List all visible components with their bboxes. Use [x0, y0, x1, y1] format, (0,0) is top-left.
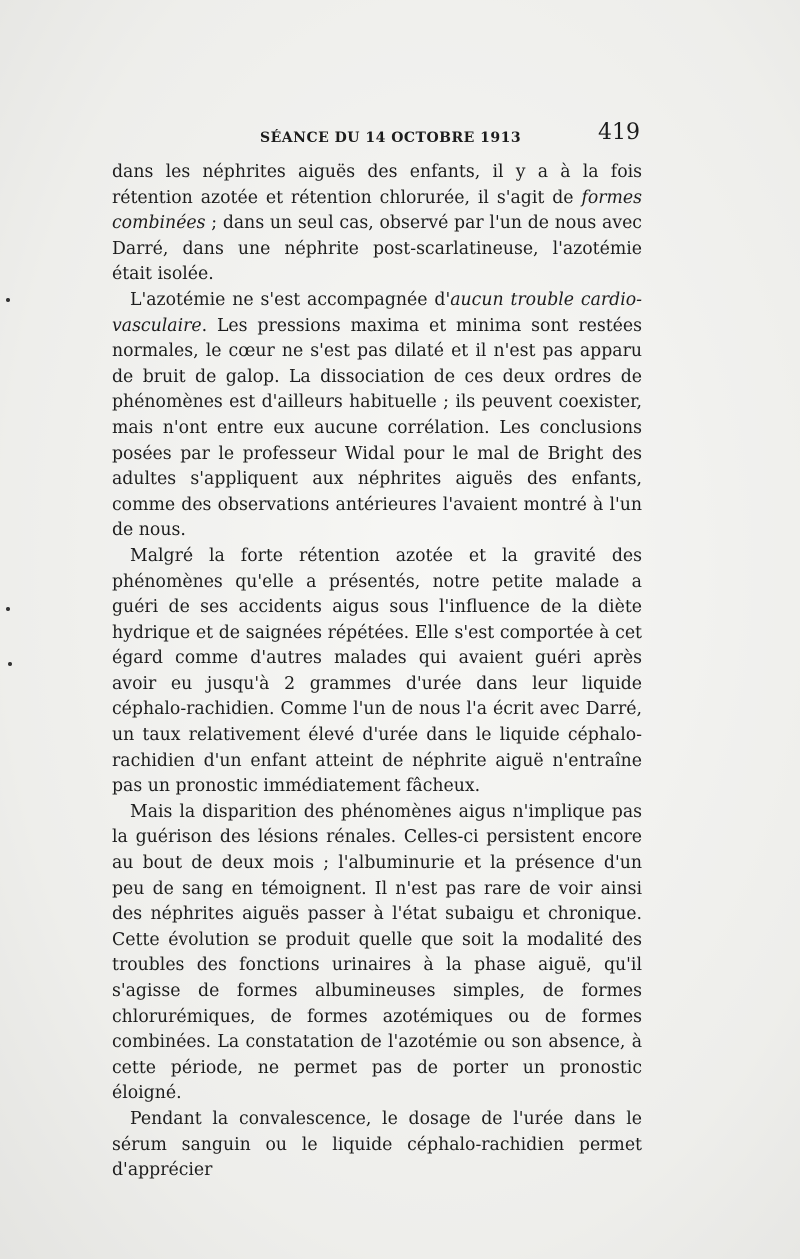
paragraph-2: L'azotémie ne s'est accompagnée d'aucun trouble cardio-vasculaire. Les pressions maxima et minima sont restées normales, le cœur ne s'est pas dilaté et il n'est pas apparu de bruit de galop. La dissociation de ces deux ordres de phénomènes est d'ailleurs habituelle ; ils peuvent coexister, mais n'ont entre eux aucune corrélation. Les conclusions posées par le professeur Widal pour le mal de Bright des adultes s'appliquent aux néphrites aiguës des enfants, comme des observations antérieures l'avaient montré à l'un de nous.	[112, 289, 642, 541]
body-text	[112, 160, 642, 1184]
emphasis-trouble-cardio: aucun trouble cardio-vasculaire	[112, 289, 642, 336]
margin-speck	[8, 662, 12, 666]
margin-speck	[6, 298, 10, 302]
margin-speck	[6, 607, 10, 611]
paragraph-3: Malgré la forte rétention azotée et la gravité des phénomènes qu'elle a présentés, notre petite malade a guéri de ses accidents aigus sous l'influence de la diète hydrique et de saignées répétées. Elle s'est comportée à cet égard comme d'autres malades qui avaient guéri après avoir eu jusqu'à 2 grammes d'urée dans leur liquide céphalo-rachidien. Comme l'un de nous l'a écrit avec Darré, un taux relativement élevé d'urée dans le liquide céphalo-rachidien d'un enfant atteint de néphrite aiguë n'entraîne pas un pronostic immédiatement fâcheux.	[112, 545, 642, 797]
page-header	[110, 118, 640, 158]
emphasis-formes-combinees: formes combinées	[112, 187, 642, 234]
paragraph-5: Pendant la convalescence, le dosage de l'urée dans le sérum sanguin ou le liquide céphalo-rachidien permet d'apprécier	[112, 1108, 642, 1181]
page-number: 419	[598, 120, 640, 145]
running-head: SÉANCE DU 14 OCTOBRE 1913	[260, 130, 522, 146]
paragraph-1: dans les néphrites aiguës des enfants, il y a à la fois rétention azotée et rétention chlorurée, il s'agit de formes combinées ; dans un seul cas, observé par l'un de nous avec Darré, dans une néphrite post-scarlatineuse, l'azotémie était isolée.	[112, 162, 642, 285]
paragraph-4: Mais la disparition des phénomènes aigus n'implique pas la guérison des lésions rénales. Celles-ci persistent encore au bout de deux mois ; l'albuminurie et la présence d'un peu de sang en témoignent. Il n'est pas rare de voir ainsi des néphrites aiguës passer à l'état subaigu et chronique. Cette évolution se produit quelle que soit la modalité des troubles des fonctions urinaires à la phase aiguë, qu'il s'agisse de formes albumineuses simples, de formes chlorurémiques, de formes azotémiques ou de formes combinées. La constatation de l'azotémie ou son absence, à cette période, ne permet pas de porter un pronostic éloigné.	[112, 801, 642, 1104]
